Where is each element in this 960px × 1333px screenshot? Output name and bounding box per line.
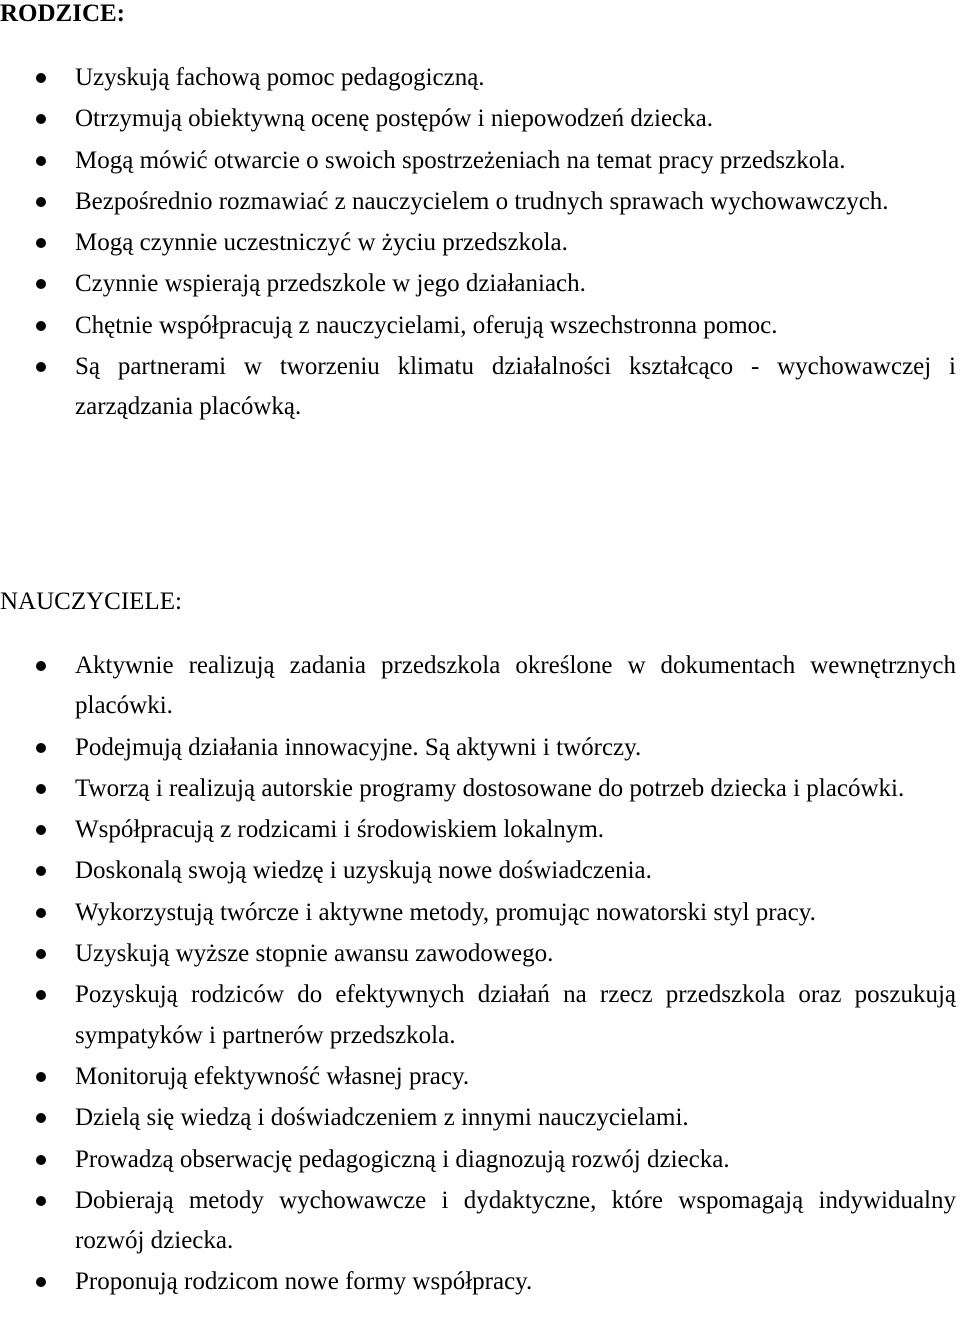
list-item	[0, 851, 956, 891]
bullet-icon	[36, 114, 46, 124]
bullet-icon	[36, 238, 46, 248]
list-item-text: Tworzą i realizują autorskie programy dostosowane do potrzeb dziecka i placówki.	[75, 774, 905, 802]
list-item-text: Chętnie współpracują z nauczycielami, oferują wszechstronna pomoc.	[75, 311, 778, 339]
parents-list	[0, 58, 956, 429]
list-item	[0, 810, 956, 850]
list-item	[0, 1140, 956, 1180]
list-item-text: Mogą mówić otwarcie o swoich spostrzeżeniach na temat pracy przedszkola.	[75, 146, 846, 174]
bullet-icon	[36, 661, 46, 671]
list-item-text: Bezpośrednio rozmawiać z nauczycielem o trudnych sprawach wychowawczych.	[75, 187, 889, 215]
list-item	[0, 182, 956, 222]
list-item	[0, 769, 956, 809]
list-item-text: Współpracują z rodzicami i środowiskiem lokalnym.	[75, 816, 605, 844]
bullet-icon	[36, 1072, 46, 1082]
list-item-text: Doskonalą swoją wiedzę i uzyskują nowe doświadczenia.	[75, 857, 652, 885]
bullet-icon	[36, 1196, 46, 1206]
bullet-icon	[36, 279, 46, 289]
bullet-icon	[36, 321, 46, 331]
list-item	[0, 1262, 956, 1302]
bullet-icon	[36, 908, 46, 918]
list-item-text: Pozyskują rodziców do efektywnych działań na rzecz przedszkola oraz poszukują sympatyków i partnerów przedszkola.	[75, 981, 956, 1049]
bullet-icon	[36, 1277, 46, 1287]
list-item	[0, 934, 956, 974]
list-item	[0, 646, 956, 727]
list-item-text: Monitorują efektywność własnej pracy.	[75, 1062, 470, 1090]
list-item	[0, 975, 956, 1056]
list-item	[0, 99, 956, 139]
bullet-icon	[36, 197, 46, 207]
list-item	[0, 223, 956, 263]
bullet-icon	[36, 949, 46, 959]
teachers-heading: NAUCZYCIELE:	[0, 588, 182, 615]
teachers-list	[0, 646, 956, 1304]
list-item-text: Są partnerami w tworzeniu klimatu działalności kształcąco - wychowawczej i zarządzania placówką.	[75, 353, 956, 421]
list-item-text: Otrzymują obiektywną ocenę postępów i niepowodzeń dziecka.	[75, 105, 713, 133]
list-item-text: Dzielą się wiedzą i doświadczeniem z innymi nauczycielami.	[75, 1104, 689, 1132]
list-item-text: Aktywnie realizują zadania przedszkola określone w dokumentach wewnętrznych placówki.	[75, 652, 956, 720]
list-item	[0, 141, 956, 181]
list-item-text: Dobierają metody wychowawcze i dydaktyczne, które wspomagają indywidualny rozwój dziecka.	[75, 1186, 956, 1255]
list-item-text: Wykorzystują twórcze i aktywne metody, promując nowatorski styl pracy.	[75, 898, 816, 926]
bullet-icon	[36, 784, 46, 794]
list-item-text: Prowadzą obserwację pedagogiczną i diagnozują rozwój dziecka.	[75, 1145, 730, 1173]
list-item	[0, 347, 956, 428]
bullet-icon	[36, 73, 46, 83]
bullet-icon	[36, 866, 46, 876]
bullet-icon	[36, 825, 46, 835]
list-item-text: Czynnie wspierają przedszkole w jego działaniach.	[75, 270, 586, 298]
bullet-icon	[36, 1113, 46, 1123]
list-item	[0, 1057, 956, 1097]
parents-heading: RODZICE:	[0, 0, 126, 27]
bullet-icon	[36, 156, 46, 166]
list-item-text: Uzyskują wyższe stopnie awansu zawodowego.	[75, 940, 554, 968]
list-item	[0, 1181, 956, 1262]
bullet-icon	[36, 990, 46, 1000]
list-item	[0, 264, 956, 304]
list-item	[0, 893, 956, 933]
list-item-text: Proponują rodzicom nowe formy współpracy.	[75, 1268, 533, 1296]
bullet-icon	[36, 362, 46, 372]
bullet-icon	[36, 1155, 46, 1165]
list-item-text: Uzyskują fachową pomoc pedagogiczną.	[75, 64, 485, 91]
list-item	[0, 306, 956, 346]
list-item-text: Mogą czynnie uczestniczyć w życiu przedszkola.	[75, 229, 568, 257]
list-item	[0, 58, 956, 98]
bullet-icon	[36, 743, 46, 753]
list-item	[0, 1098, 956, 1138]
list-item-text: Podejmują działania innowacyjne. Są aktywni i twórczy.	[75, 733, 642, 761]
list-item	[0, 728, 956, 768]
